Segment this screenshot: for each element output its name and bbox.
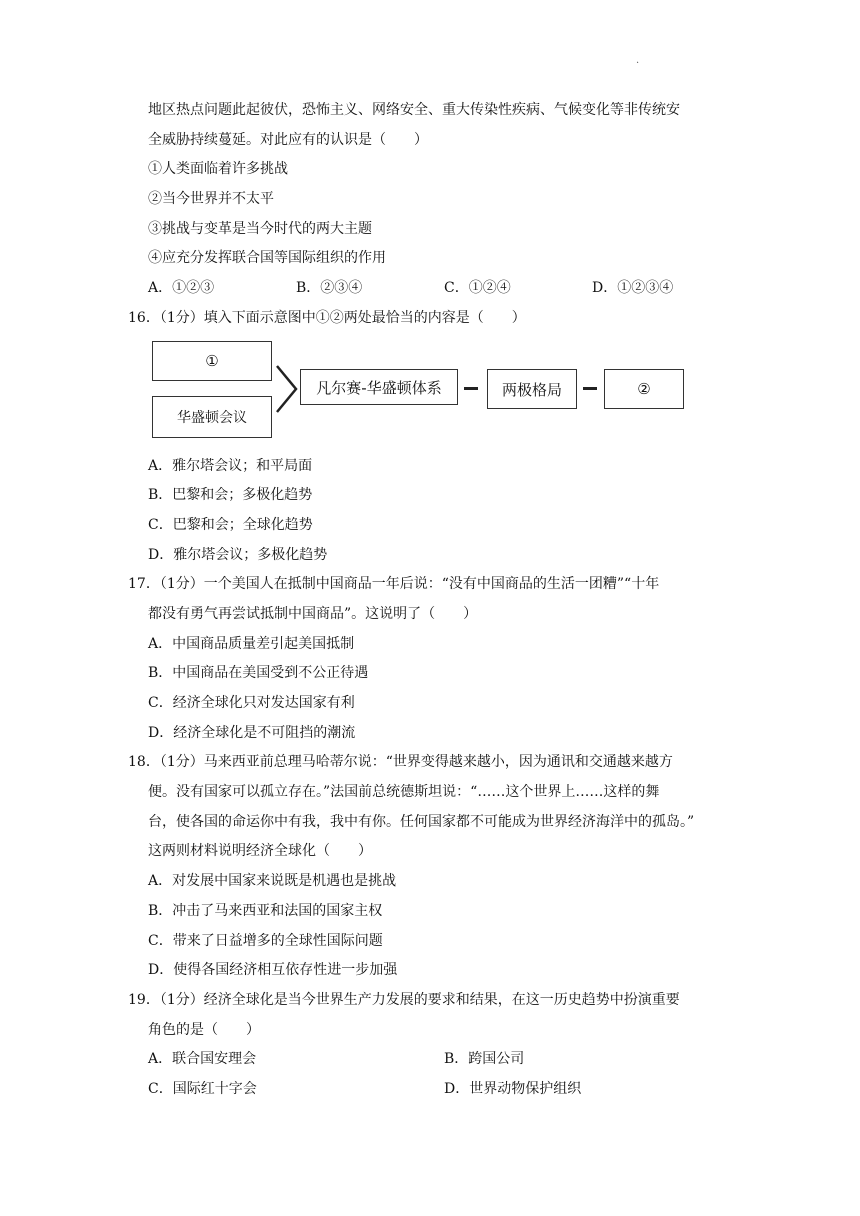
q19-option-d[interactable]: D．世界动物保护组织	[444, 1080, 582, 1097]
q17-option-c[interactable]: C．经济全球化只对发达国家有利	[148, 695, 355, 711]
q15-option-b[interactable]: B．②③④	[296, 280, 363, 297]
q19-options-row2	[148, 1075, 740, 1105]
q19-stem-line1: 19．（1分）经济全球化是当今世界生产力发展的要求和结果，在这一历史趋势中扮演重要	[128, 991, 680, 1008]
q15-stem-line1: 地区热点问题此起彼伏，恐怖主义、网络安全、重大传染性疾病、气候变化等非传统安	[148, 102, 680, 118]
q15-options	[148, 274, 740, 304]
question-page	[128, 96, 740, 1105]
q19-stem-line2: 角色的是（ ）	[148, 1021, 260, 1038]
q15-option-c[interactable]: C．①②④	[444, 280, 511, 297]
q15-item-4: ④应充分发挥联合国等国际组织的作用	[148, 250, 386, 267]
diagram-box-1: ①	[152, 341, 272, 381]
q18-stem-line2: 便。没有国家可以孤立存在。”法国前总统德斯坦说：“……这个世界上……这样的舞	[148, 784, 660, 801]
q18-option-a[interactable]: A．对发展中国家来说既是机遇也是挑战	[148, 873, 397, 890]
q16-option-a[interactable]: A．雅尔塔会议；和平局面	[148, 457, 313, 474]
q15-stem-line2: 全威胁持续蔓延。对此应有的认识是（ ）	[148, 131, 428, 148]
q17-stem-line2: 都没有勇气再尝试抵制中国商品”。这说明了（ ）	[148, 605, 478, 622]
q15-option-a[interactable]: A．①②③	[148, 280, 215, 297]
q18-option-b[interactable]: B．冲击了马来西亚和法国的国家主权	[148, 902, 383, 919]
q17-option-b[interactable]: B．中国商品在美国受到不公正待遇	[148, 665, 369, 682]
q16-option-c[interactable]: C．巴黎和会；全球化趋势	[148, 516, 313, 533]
q15-item-1: ①人类面临着许多挑战	[148, 161, 288, 178]
q15-item-2: ②当今世界并不太平	[148, 191, 274, 208]
q16-option-d[interactable]: D．雅尔塔会议；多极化趋势	[148, 546, 328, 563]
q16-diagram	[152, 341, 692, 441]
q18-stem-line3: 台，使各国的命运你中有我，我中有你。任何国家都不可能成为世界经济海洋中的孤岛。”	[148, 813, 695, 830]
diagram-connector-2	[583, 387, 597, 390]
diagram-connector-1	[464, 387, 478, 390]
q18-option-d[interactable]: D．使得各国经济相互依存性进一步加强	[148, 962, 398, 979]
q17-option-d[interactable]: D．经济全球化是不可阻挡的潮流	[148, 724, 356, 741]
diagram-box-bipolar: 两极格局	[487, 369, 577, 409]
q18-stem-line4: 这两则材料说明经济全球化（ ）	[148, 843, 372, 860]
diagram-box-2: ②	[604, 369, 684, 409]
q15-option-d[interactable]: D．①②③④	[592, 280, 674, 297]
q18-stem-line1: 18．（1分）马来西亚前总理马哈蒂尔说：“世界变得越来越小，因为通讯和交通越来越方	[128, 754, 673, 771]
q17-stem-line1: 17．（1分）一个美国人在抵制中国商品一年后说：“没有中国商品的生活一团糟”“十年	[128, 576, 660, 593]
q16-stem: 16．（1分）填入下面示意图中①②两处最恰当的内容是（ ）	[128, 309, 526, 326]
q19-option-b[interactable]: B．跨国公司	[444, 1051, 525, 1068]
q17-option-a[interactable]: A．中国商品质量差引起美国抵制	[148, 635, 355, 652]
q19-options-row1	[148, 1045, 740, 1075]
q18-option-c[interactable]: C．带来了日益增多的全球性国际问题	[148, 932, 383, 949]
q16-option-b[interactable]: B．巴黎和会；多极化趋势	[148, 487, 313, 504]
q15-item-3: ③挑战与变革是当今时代的两大主题	[148, 220, 372, 237]
diagram-chevron-icon	[274, 363, 300, 415]
diagram-box-washington: 华盛顿会议	[152, 396, 272, 438]
header-mark: ·	[636, 58, 640, 69]
q19-option-a[interactable]: A．联合国安理会	[148, 1051, 257, 1068]
diagram-box-versailles: 凡尔赛-华盛顿体系	[300, 369, 458, 405]
q19-option-c[interactable]: C．国际红十字会	[148, 1080, 257, 1097]
